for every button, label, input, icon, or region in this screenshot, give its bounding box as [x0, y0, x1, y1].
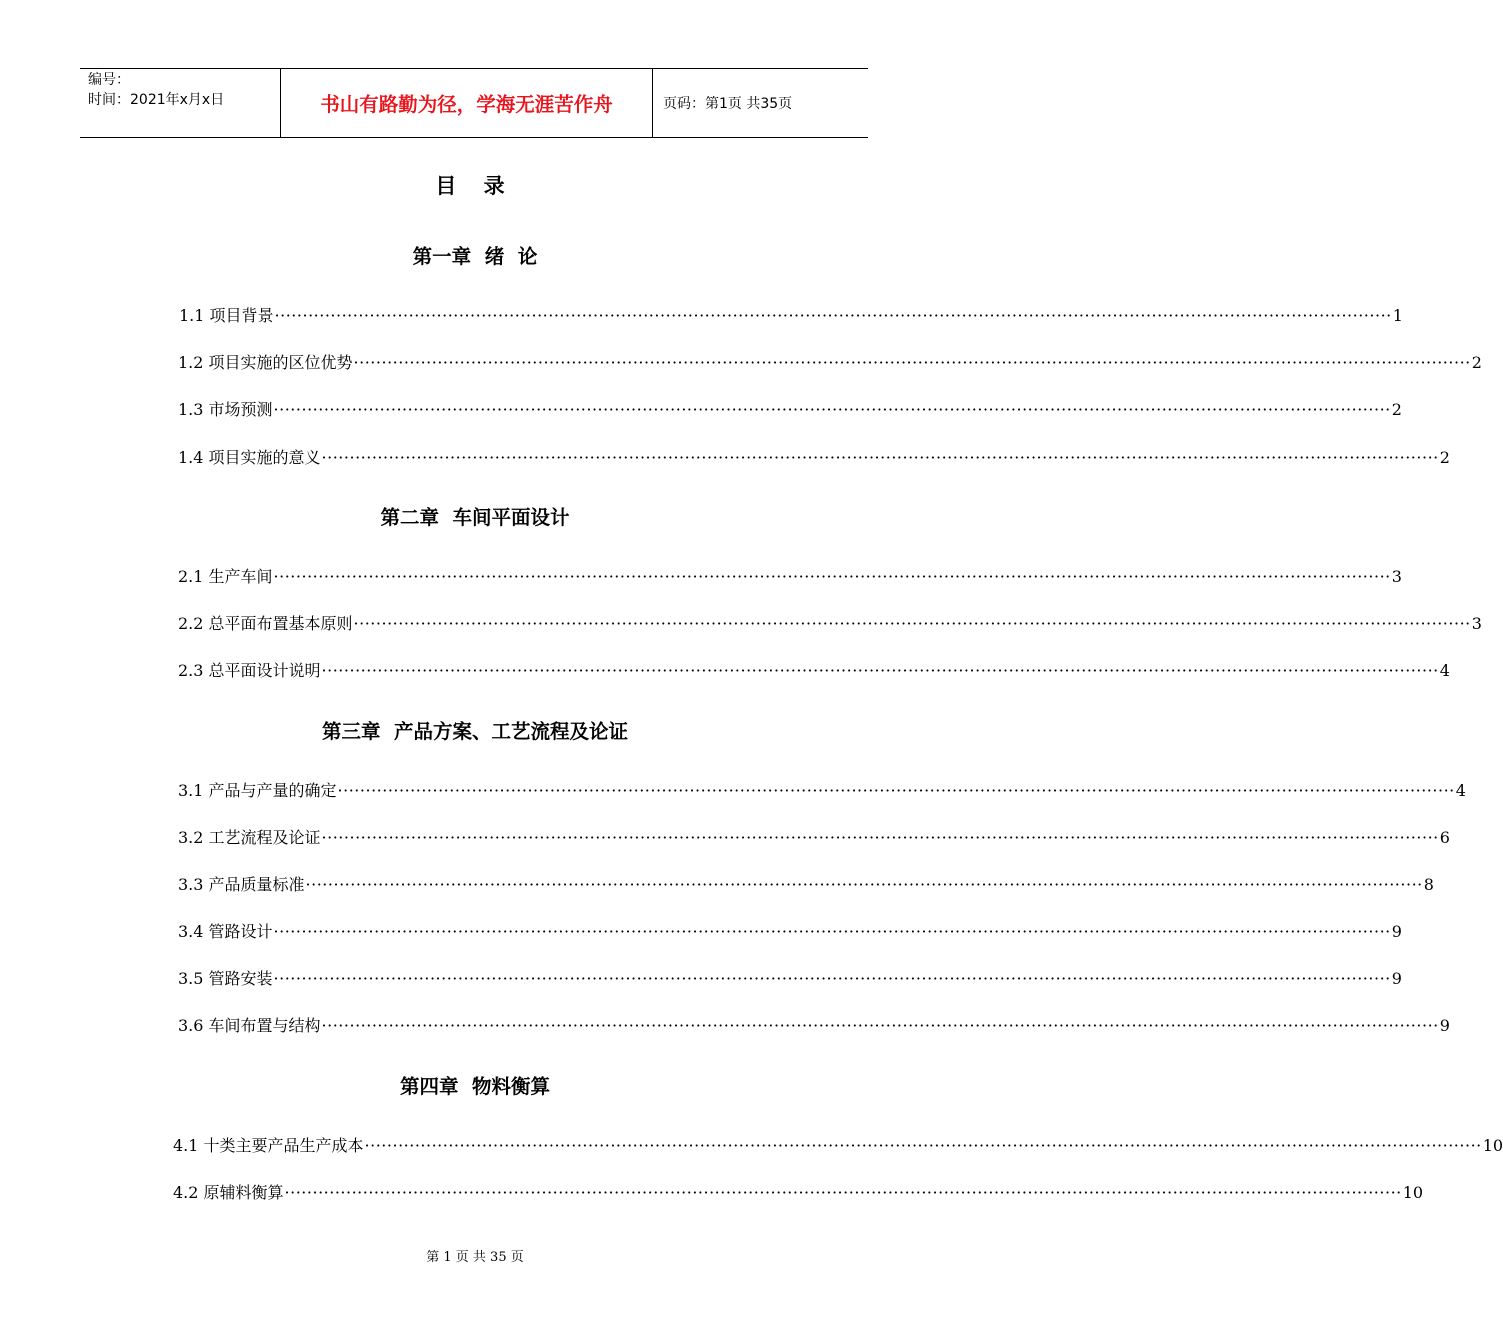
toc-entry[interactable] — [178, 826, 1450, 850]
toc-entry-label: 4.2 原辅料衡算 — [173, 1183, 284, 1202]
toc-entry-page: 9 — [1391, 922, 1402, 941]
header-page-cell — [653, 69, 868, 137]
toc-entry-label: 3.2 工艺流程及论证 — [178, 828, 321, 847]
toc-entry[interactable] — [178, 351, 1482, 375]
chapter-title: 第三章 产品方案、工艺流程及论证 — [321, 720, 629, 743]
toc-entry-page: 4 — [1439, 661, 1450, 680]
toc-entry[interactable] — [178, 1014, 1450, 1038]
toc-entry-page: 2 — [1391, 400, 1402, 419]
toc-entry-label: 2.1 生产车间 — [178, 567, 273, 586]
toc-leader-dots: ········································································································································································································ — [321, 661, 1439, 680]
toc-entry[interactable] — [179, 304, 1403, 328]
toc-leader-dots: ········································································································································································································ — [353, 353, 1471, 372]
document-number-label: 编号： — [88, 72, 130, 88]
toc-entry-page: 1 — [1392, 306, 1403, 325]
toc-entry[interactable] — [178, 779, 1466, 803]
toc-entry-label: 1.2 项目实施的区位优势 — [178, 353, 353, 372]
toc-title: 目 录 — [435, 174, 515, 198]
toc-entry[interactable] — [178, 612, 1482, 636]
page-footer: 第 1 页 共 35 页 — [426, 1250, 524, 1265]
toc-entry-label: 4.1 十类主要产品生产成本 — [173, 1136, 364, 1155]
toc-leader-dots: ········································································································································································································ — [273, 400, 1391, 419]
toc-leader-dots: ········································································································································································································ — [274, 306, 1392, 325]
toc-entry[interactable] — [178, 920, 1402, 944]
toc-leader-dots: ········································································································································································································ — [305, 875, 1423, 894]
chapter-title: 第一章 绪 论 — [412, 245, 538, 268]
toc-entry[interactable] — [178, 873, 1434, 897]
toc-entry-label: 3.5 管路安装 — [178, 969, 273, 988]
toc-entry-label: 1.3 市场预测 — [178, 400, 273, 419]
header-motto: 书山有路勤为径，学海无涯苦作舟 — [320, 93, 613, 116]
toc-entry[interactable] — [178, 446, 1450, 470]
toc-entry-label: 2.2 总平面布置基本原则 — [178, 614, 353, 633]
toc-entry-page: 4 — [1455, 781, 1466, 800]
toc-entry[interactable] — [178, 967, 1402, 991]
toc-entry-label: 3.1 产品与产量的确定 — [178, 781, 337, 800]
toc-entry[interactable] — [178, 398, 1402, 422]
toc-entry-page: 3 — [1471, 614, 1482, 633]
toc-entry-label: 1.1 项目背景 — [179, 306, 274, 325]
toc-leader-dots: ········································································································································································································ — [321, 1016, 1439, 1035]
toc-entry-page: 3 — [1391, 567, 1402, 586]
toc-leader-dots: ········································································································································································································ — [337, 781, 1455, 800]
toc-entry-label: 2.3 总平面设计说明 — [178, 661, 321, 680]
toc-entry-page: 9 — [1391, 969, 1402, 988]
chapter-title: 第二章 车间平面设计 — [380, 506, 570, 529]
toc-leader-dots: ········································································································································································································ — [321, 448, 1439, 467]
toc-leader-dots: ········································································································································································································ — [273, 567, 1391, 586]
toc-leader-dots: ········································································································································································································ — [353, 614, 1471, 633]
toc-entry-page: 9 — [1439, 1016, 1450, 1035]
toc-entry[interactable] — [173, 1134, 1503, 1158]
toc-entry-page: 10 — [1482, 1136, 1503, 1155]
toc-leader-dots: ········································································································································································································ — [321, 828, 1439, 847]
toc-leader-dots: ········································································································································································································ — [364, 1136, 1482, 1155]
header-meta-cell — [80, 69, 281, 137]
toc-entry[interactable] — [173, 1181, 1424, 1205]
chapter-title: 第四章 物料衡算 — [399, 1075, 551, 1098]
toc-leader-dots: ········································································································································································································ — [273, 969, 1391, 988]
page-header — [80, 68, 868, 138]
toc-leader-dots: ········································································································································································································ — [284, 1183, 1402, 1202]
toc-entry-page: 2 — [1439, 448, 1450, 467]
toc-entry-page: 8 — [1423, 875, 1434, 894]
toc-entry[interactable] — [178, 565, 1402, 589]
toc-entry-label: 3.4 管路设计 — [178, 922, 273, 941]
toc-entry-page: 2 — [1471, 353, 1482, 372]
toc-entry-label: 1.4 项目实施的意义 — [178, 448, 321, 467]
toc-entry-label: 3.3 产品质量标准 — [178, 875, 305, 894]
toc-entry-page: 6 — [1439, 828, 1450, 847]
header-motto-cell — [281, 69, 653, 137]
toc-leader-dots: ········································································································································································································ — [273, 922, 1391, 941]
toc-entry-page: 10 — [1402, 1183, 1424, 1202]
document-time-label: 时间：2021年x月x日 — [88, 92, 225, 108]
header-page-info: 页码：第1页 共35页 — [663, 96, 793, 112]
toc-entry[interactable] — [178, 659, 1450, 683]
toc-entry-label: 3.6 车间布置与结构 — [178, 1016, 321, 1035]
